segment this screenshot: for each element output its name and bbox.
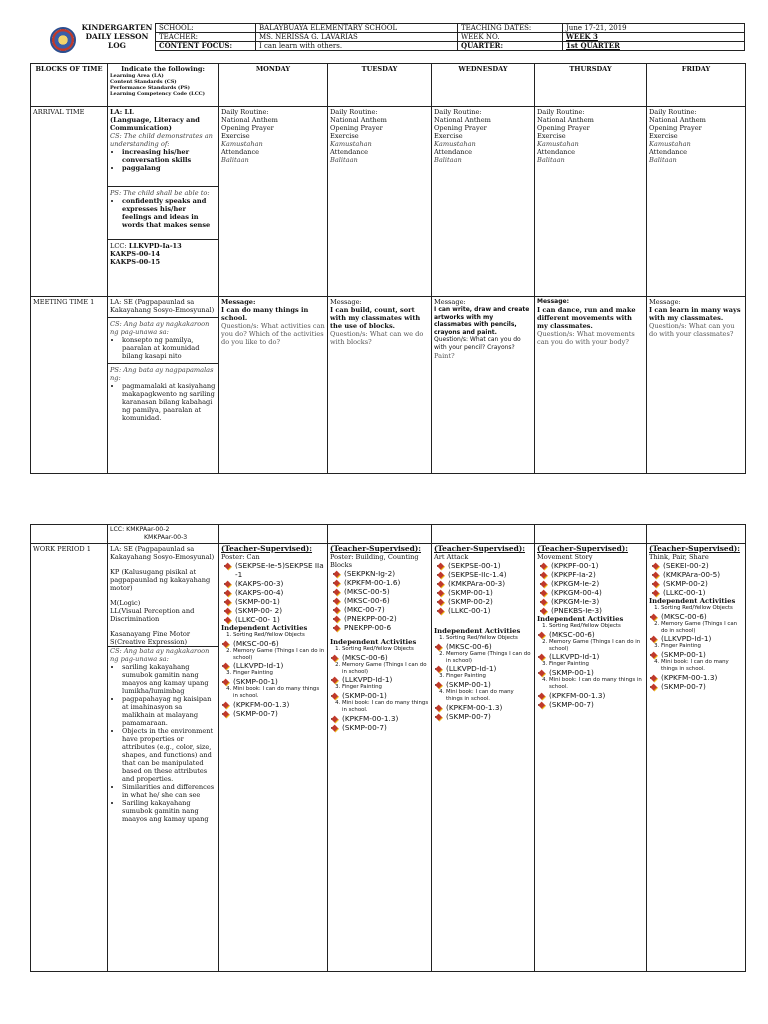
activity-title: Poster: Building, Counting Blocks [330,553,419,569]
competency-code: • (MKSC-00-5) [344,587,429,596]
competency-list [434,561,532,615]
activity-title: Art Attack [434,553,469,561]
competency-list [221,700,325,718]
routine-item: Kamustahan [649,140,691,148]
activity-list [221,670,325,677]
meeting-block: MEETING TIME 1 [31,297,108,474]
activity-list [649,605,743,612]
question-text: Question/s: What movements can you do with your body? [537,329,635,346]
empty-cell [31,525,108,544]
competency-code: • (SEKPSE-Ie-5)SEKPSE IIa -1 [235,561,325,579]
quarter-value: 1st QUARTER [563,42,745,51]
lcc-label: LCC: [110,242,127,250]
dates-label: TEACHING DATES: [458,24,563,33]
routine-item: Exercise [330,132,359,140]
empty-cell [328,525,432,544]
competency-list [649,673,743,691]
activity-list [537,623,644,630]
activity-list [434,651,532,665]
activity-name: Memory Game (Things I can do in school) [342,661,427,675]
routine-item: National Anthem [649,116,706,124]
empty-cell [432,525,535,544]
message-text: I can learn in many ways with my classmates. [649,306,741,322]
arrival-ps-item: • confidently speaks and expresses his/her feelings and ideas in words that makes sense [122,197,216,229]
competency-list [434,642,532,651]
competency-code: • (KPKFM-00-1.3) [342,714,429,723]
competency-list [537,691,644,709]
activity-name: Memory Game (Things I can do in school) [549,638,641,652]
competency-code: • (LLKVPD-Id-1) [233,661,325,670]
work-cs-item: • sariling kakayahang sumubok gamitin nang maayos ang kamay upang lumikha/lumimbag [122,663,216,695]
meeting-ps-intro: PS: Ang bata ay nagpapamalas ng: [110,366,214,382]
competency-code: • (SKMP-00-7) [661,682,743,691]
dates-value: June 17-21, 2019 [563,24,745,33]
competency-code: • (SKMP-00-1) [233,677,325,686]
activity-list [330,700,429,714]
document-title [80,23,154,50]
competency-code: • (SKMP-00-1) [661,650,743,659]
activity-name: Sorting Red/Yellow Objects [342,646,414,652]
work-cs-item: • pagpapahayag ng kaisipan at imahinasyon sa malikhain at malayang pamamaraan. [122,695,216,727]
competency-code: • (PNEKPP-00-2) [344,614,429,623]
competency-list [537,668,644,677]
col-tuesday: TUESDAY [328,64,432,107]
week-label: WEEK NO. [458,33,563,42]
arrival-thursday [535,107,647,297]
routine-item: Kamustahan [330,140,372,148]
work-kp: KP (Kalusugang pisikal at pagpapaunlad ng kakayahang motor) [110,568,211,592]
activity-list [649,643,743,650]
arrival-cs-list [110,148,216,172]
competency-list [649,561,743,597]
competency-code: • (SEKPSE-00-1) [448,561,532,570]
routine-item: Exercise [537,132,566,140]
indicate-list [110,73,216,97]
quarter-label: QUARTER: [458,42,563,51]
competency-list [221,639,325,648]
arrival-la-full: (Language, Literacy and Communication) [110,116,200,132]
competency-code: • (MKSC-00-6) [661,612,743,621]
routine-item: Daily Routine: [649,108,697,116]
routine-item: Opening Prayer [537,124,590,132]
routine-item: Attendance [537,148,576,156]
activity-list [221,686,325,700]
activity-title: Poster: Can [221,553,260,561]
divider [108,239,218,240]
col-blocks: BLOCKS OF TIME [31,64,108,107]
competency-code: • (MKSC-00-6) [233,639,325,648]
lcc-code: KMKPAar-00-3 [144,534,188,541]
question-text: Paint? [434,351,455,360]
competency-code: • (MKSC-00-6) [446,642,532,651]
competency-list [221,561,325,624]
competency-list [330,691,429,700]
arrival-lcc [110,242,216,250]
work-ll: LL(Visual Perception and Discrimination [110,607,195,623]
routine-item: National Anthem [537,116,594,124]
teacher-supervised-heading: (Teacher-Supervised): [537,544,629,553]
work-block: WORK PERIOD 1 [31,544,108,972]
lcc-code: KAKPS-00-15 [110,258,161,266]
school-label: SCHOOL: [156,24,256,33]
competency-list [221,661,325,670]
competency-code: • (SKMP-00-1) [446,680,532,689]
question-text: Question/s: What can we do with blocks? [330,330,424,346]
message-label: Message: [330,298,362,306]
title-line-1: KINDERGARTEN [81,23,153,32]
routine-item: Opening Prayer [221,124,274,132]
routine-item: Exercise [649,132,678,140]
message-text: I can do many things in school. [221,306,309,322]
competency-code: • (SKMP-00-1) [549,668,644,677]
col-friday: FRIDAY [647,64,746,107]
work-friday [647,544,746,972]
teacher-supervised-heading: (Teacher-Supervised): [649,544,741,553]
focus-value: I can learn with others. [256,42,458,51]
routine-item: National Anthem [434,116,491,124]
routine-item: National Anthem [221,116,278,124]
competency-code: • (KPKFM-00-1.3) [549,691,644,700]
competency-code: • (LLKVPD-Id-1) [446,664,532,673]
competency-code: • (SKMP-00-7) [446,712,532,721]
arrival-ps-list [110,197,216,229]
arrival-indicators [108,107,219,297]
meeting-thursday [535,297,647,474]
competency-list [649,634,743,643]
teacher-label: TEACHER: [156,33,256,42]
activity-title: Movement Story [537,553,593,561]
competency-code: • (MKC-00-7) [344,605,429,614]
meeting-cs-list [110,336,216,360]
competency-list [649,612,743,621]
independent-activities-heading: Independent Activities [434,627,521,635]
col-thursday: THURSDAY [535,64,647,107]
competency-code: • (SKMP-00-7) [233,709,325,718]
lesson-table-page1 [30,63,746,474]
routine-item: Balitaan [649,156,677,164]
activity-list [330,684,429,691]
teacher-value: MS. NERISSA G. LAVARIAS [256,33,458,42]
activity-name: Mini book: I can do many things in school. [233,686,320,699]
competency-list [649,650,743,659]
col-monday: MONDAY [219,64,328,107]
competency-code: • (KPKGM-00-4) [551,588,644,597]
competency-list [434,680,532,689]
work-thursday [535,544,647,972]
activity-name: Sorting Red/Yellow Objects [661,605,733,611]
meeting-row [31,297,746,474]
activity-title: Think, Pair, Share [649,553,709,561]
activity-list [434,635,532,642]
competency-code: • (LLKVPD-Id-1) [549,652,644,661]
competency-code: • (KPKFM-00-1.6) [344,578,429,587]
work-cs-list [110,663,216,823]
competency-code: • (KPKFM-00-1.3) [446,703,532,712]
lesson-table-page2 [30,524,746,972]
indicate-lcc: Learning Competency Code (LCC) [110,91,206,97]
empty-cell [535,525,647,544]
competency-code: • (SKMP-00-1) [448,588,532,597]
independent-activities-heading: Independent Activities [221,624,308,632]
routine-item: Daily Routine: [434,108,482,116]
work-monday [219,544,328,972]
work-cs-item: • Sariling kakayahang sumubok gamitin nang maayos ang kamay upang [122,799,216,823]
routine-item: Daily Routine: [221,108,269,116]
competency-code: • (MKSC-00-6) [342,653,429,662]
activity-list [221,632,325,639]
indicate-ps: Performance Standards (PS) [110,85,191,91]
arrival-ps-intro: PS: The child shall be able to: [110,189,210,197]
arrival-cs-item: • paggalang [122,164,216,172]
routine-item: Daily Routine: [330,108,378,116]
message-label: Message: [221,298,256,306]
routine-item: Balitaan [537,156,565,164]
teacher-supervised-heading: (Teacher-Supervised): [434,544,526,553]
lcc-code: LLKVPD-Ia-13 [128,242,182,250]
competency-code: • (KPKGM-Ie-3) [551,597,644,606]
question-text: Question/s: What activities can you do? Which of the activities do you like to do? [221,322,325,346]
indicate-la: Learning Area (LA) [110,73,164,79]
message-text: I can build, count, sort with my classmates with the use of blocks. [330,306,421,330]
meeting-cs-item: • konsepto ng pamilya, paaralan at komunidad bilang kasapi nito [122,336,216,360]
competency-list [434,703,532,721]
activity-name: Finger Painting [342,684,382,691]
work-sce: S(Creative Expression) [110,638,188,646]
competency-code: • (SEKEI-00-2) [663,561,743,570]
activity-list [649,659,743,673]
competency-code: • (KPKFM-00-1.3) [661,673,743,682]
competency-code: • (KPKFM-00-1.3) [233,700,325,709]
routine-item: Opening Prayer [434,124,487,132]
routine-item: Daily Routine: [537,108,585,116]
week-value: WEEK 3 [563,33,745,42]
activity-name: Finger Painting [661,643,701,650]
work-cs-intro: CS: Ang bata ay nagkakaroon ng pag-unawa sa: [110,647,210,663]
competency-code: • (SKMP-00-7) [549,700,644,709]
activity-list [649,621,743,635]
meeting-la: LA: SE (Pagpapaunlad sa Kakayahang Sosyo-Emosyunal) [110,298,215,314]
competency-list [537,630,644,639]
competency-code: • (PNEKBS-Ie-3) [551,606,644,615]
activity-name: Memory Game (Things I can do in school) [446,650,531,664]
question-text: Question/s: What can you do with your pencil? Crayons? [434,336,521,351]
work-la: LA: SE (Pagpapaunlad sa Kakayahang Sosyo-Emosyunal) [110,545,215,561]
competency-list [330,714,429,732]
indicate-heading: Indicate the following: [121,65,205,73]
meeting-monday [219,297,328,474]
competency-list [330,653,429,662]
activity-name: Finger Painting [233,670,273,677]
competency-list [537,652,644,661]
arrival-cs-item: • increasing his/her conversation skills [122,148,216,164]
work-kas: Kasanayang Fine Motor [110,630,190,638]
activity-list [537,661,644,668]
activity-list [221,648,325,662]
competency-code: • (SEKPKN-Ig-2) [344,569,429,578]
routine-item: Balitaan [330,156,358,164]
message-text: I can dance, run and make different movements with my classmates. [537,305,636,330]
routine-item: Opening Prayer [649,124,702,132]
competency-code: • (MKSC-00-6) [549,630,644,639]
activity-name: Sorting Red/Yellow Objects [549,623,621,629]
routine-item: Exercise [221,132,250,140]
competency-code: • (KPKPF-00-1) [551,561,644,570]
arrival-la: LA: LL [110,108,134,116]
work-cs-item: • Similarities and differences in what he/ she can see [122,783,216,799]
routine-item: Attendance [330,148,369,156]
competency-list [434,664,532,673]
activity-name: Finger Painting [549,661,589,668]
activity-list [330,662,429,676]
competency-code: • (SKMP-00-2) [663,579,743,588]
arrival-friday [647,107,746,297]
work-indicators [108,544,219,972]
empty-cell [647,525,746,544]
competency-code: • (LLKVPD-Id-1) [661,634,743,643]
competency-code: • (SEKPSE-IIc-1.4) [448,570,532,579]
meeting-ps-item: • pagmamalaki at kasiyahang makapagkwento ng sariling karanasan bilang kabahagi ng pamilya, paaralan at komunidad. [122,382,216,422]
activity-name: Mini book: I can do many things in school. [446,689,514,702]
activity-name: Mini book: I can do many things in school. [549,677,642,690]
meeting-wednesday [432,297,535,474]
message-label: Message: [434,298,466,306]
routine-item: Opening Prayer [330,124,383,132]
message-label: Message: [537,298,569,305]
divider [108,317,218,318]
routine-item: Kamustahan [434,140,476,148]
arrival-monday [219,107,328,297]
competency-code: • (SKMP-00-7) [342,723,429,732]
arrival-block: ARRIVAL TIME [31,107,108,297]
work-m: M(Logic) [110,599,141,607]
col-indicate [108,64,219,107]
activity-list [537,677,644,691]
independent-activities-heading: Independent Activities [649,597,736,605]
message-text: I can write, draw and create artworks with my classmates with pencils, crayons and paint. [434,306,530,336]
routine-item: Attendance [649,148,688,156]
work-cs-item: • Objects in the environment have properties or attributes (e.g., color, size, shapes, and functions) and that can be manipulated based on these attributes and properties. [122,727,216,783]
divider [108,363,218,364]
empty-cell [219,525,328,544]
competency-code: • (KAKPS-00-3) [235,579,325,588]
competency-code: • (SKMP-00-1) [342,691,429,700]
routine-item: Attendance [434,148,473,156]
routine-item: Attendance [221,148,260,156]
competency-list [330,675,429,684]
teacher-supervised-heading: (Teacher-Supervised): [330,544,422,553]
competency-list [221,677,325,686]
activity-name: Memory Game (Things I can do in school) [233,647,325,661]
independent-activities-heading: Independent Activities [537,615,624,623]
focus-label: CONTENT FOCUS: [156,42,256,51]
activity-name: Memory Game (Things I can do in school) [661,620,738,634]
competency-code: • (SKMP-00-2) [448,597,532,606]
arrival-wednesday [432,107,535,297]
lcc-code: KAKPS-00-14 [110,250,161,258]
activity-name: Sorting Red/Yellow Objects [233,632,305,638]
meeting-indicators [108,297,219,474]
meeting-friday [647,297,746,474]
activity-name: Mini book: I can do many things in school. [342,700,429,713]
col-wednesday: WEDNESDAY [432,64,535,107]
work-wednesday [432,544,535,972]
arrival-tuesday [328,107,432,297]
meeting-ps-list [110,382,216,422]
competency-list [330,569,429,632]
competency-code: • (KAKPS-00-4) [235,588,325,597]
indicate-cs: Content Standards (CS) [110,79,177,85]
teacher-supervised-heading: (Teacher-Supervised): [221,544,313,553]
divider [108,186,218,187]
seal-icon [50,27,76,53]
competency-code: • (KMKPAra-00-3) [448,579,532,588]
message-label: Message: [649,298,681,306]
competency-code: • (LLKVPD-Id-1) [342,675,429,684]
routine-item: Balitaan [221,156,249,164]
routine-item: Kamustahan [221,140,263,148]
competency-code: • (MKSC-00-6) [344,596,429,605]
competency-code: • (LLKC-00-1) [448,606,532,615]
independent-activities-heading: Independent Activities [330,638,417,646]
work-tuesday [328,544,432,972]
activity-list [330,646,429,653]
header-table [155,23,745,51]
activity-name: Mini book: I can do many things in school. [661,659,729,672]
school-value: BALAYBUAYA ELEMENTARY SCHOOL [256,24,458,33]
competency-code: • PNEKPP-00-6 [344,623,429,632]
competency-code: • (KMKPAra-00-5) [663,570,743,579]
question-text: Question/s: What can you do with your classmates? [649,322,735,338]
routine-item: National Anthem [330,116,387,124]
work-lcc-top [108,525,219,544]
routine-item: Balitaan [434,156,462,164]
work-row [31,544,746,972]
meeting-cs-intro: CS: Ang bata ay nagkakaroon ng pag-unawa sa: [110,320,210,336]
activity-list [434,689,532,703]
routine-item: Kamustahan [537,140,579,148]
competency-code: • (LLKC-00-1) [663,588,743,597]
meeting-tuesday [328,297,432,474]
title-line-2: DAILY LESSON LOG [85,32,149,50]
competency-code: • (KPKPF-Ia-2) [551,570,644,579]
activity-list [537,639,644,653]
competency-code: • (SKMP-00- 2) [235,606,325,615]
activity-list [434,673,532,680]
competency-code: • (SKMP-00-1) [235,597,325,606]
activity-name: Finger Painting [446,673,486,680]
arrival-row [31,107,746,297]
competency-code: • (LLKC-00- 1) [235,615,325,624]
arrival-cs-intro: CS: The child demonstrates an understanding of: [110,132,213,148]
competency-code: • (KPKGM-Ie-2) [551,579,644,588]
activity-name: Sorting Red/Yellow Objects [446,635,518,641]
lcc-code: LCC: KMKPAar-00-2 [110,526,170,533]
competency-list [537,561,644,615]
deped-seal [50,27,76,53]
routine-item: Exercise [434,132,463,140]
